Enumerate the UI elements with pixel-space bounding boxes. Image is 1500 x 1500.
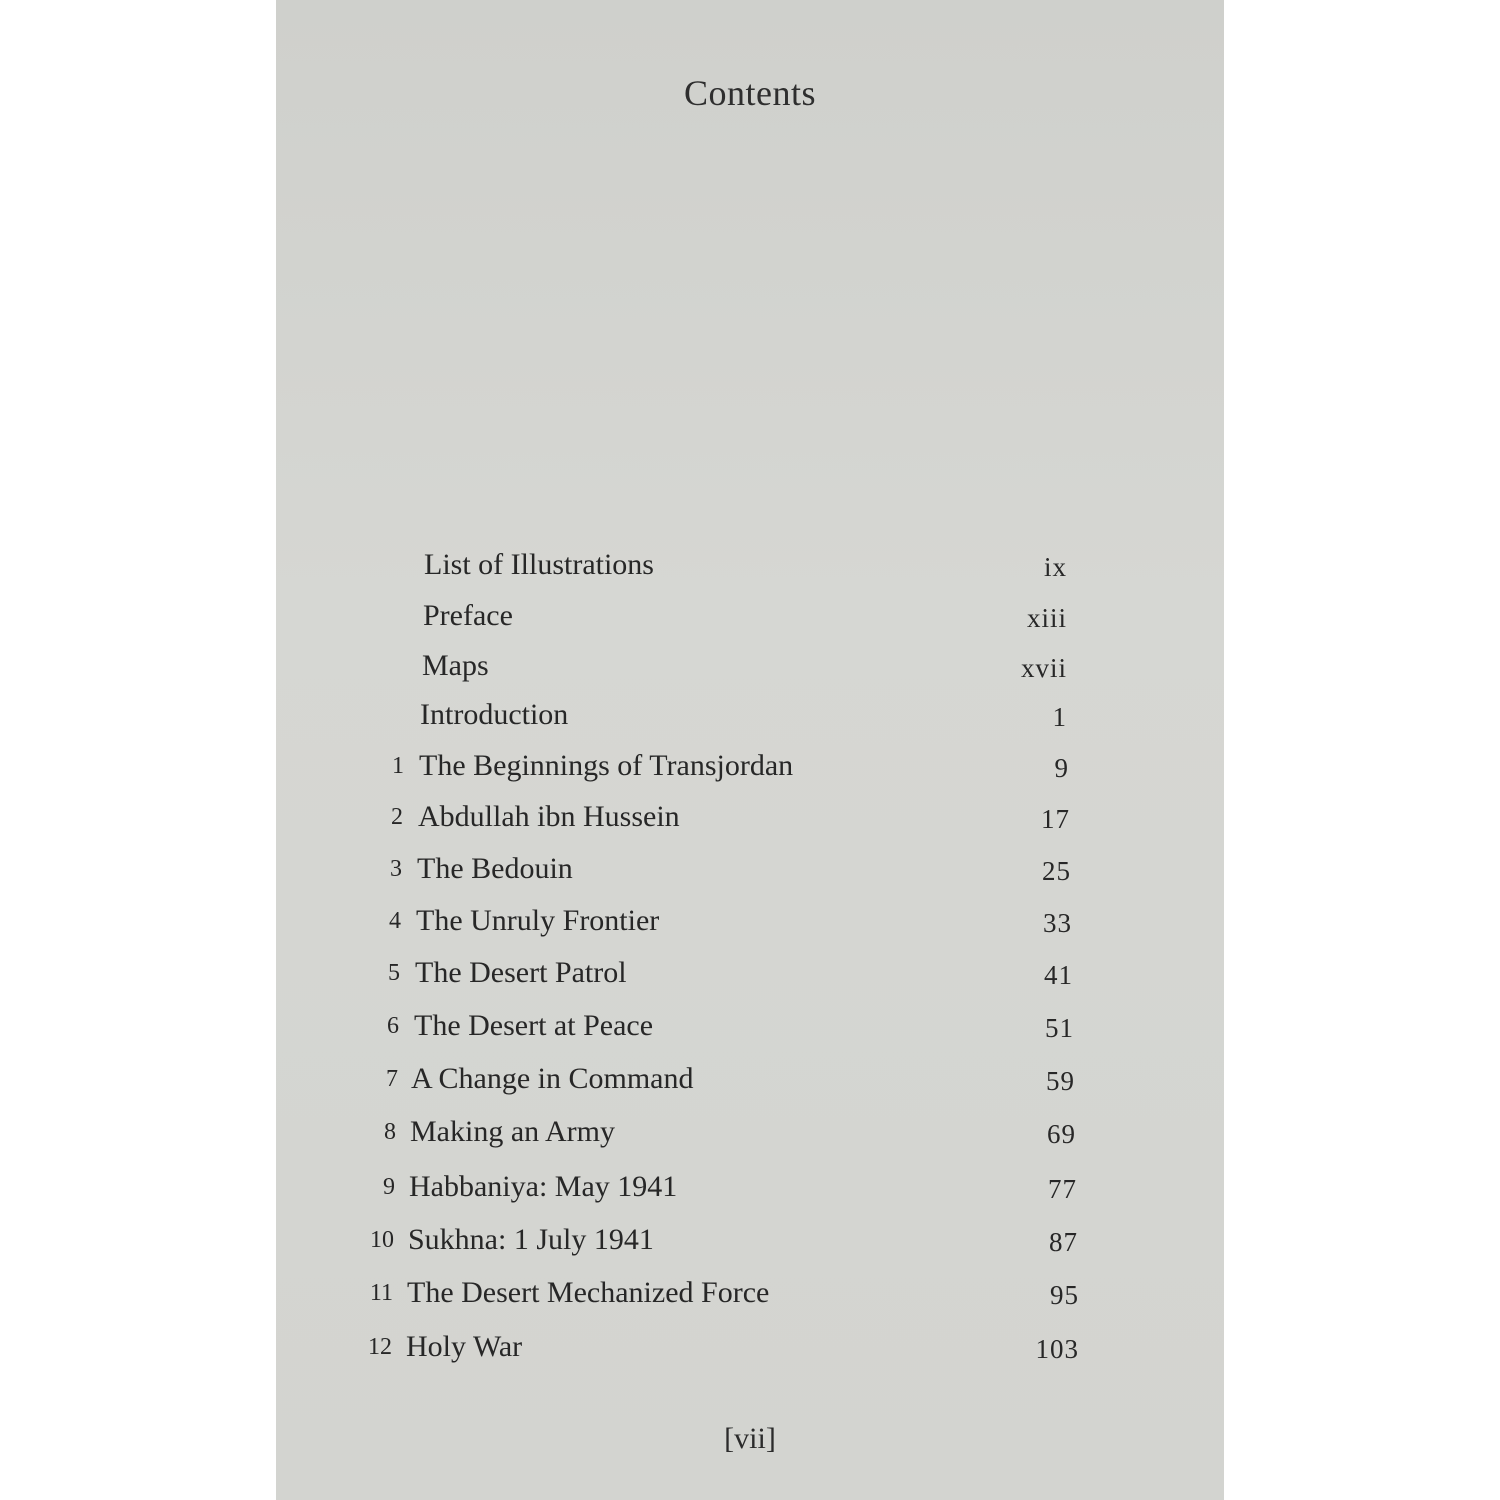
toc-entry-page: 103 bbox=[1035, 1334, 1079, 1364]
toc-entry-title: Preface bbox=[423, 599, 513, 632]
toc-entry bbox=[276, 852, 1224, 892]
toc-entry-title: Maps bbox=[422, 649, 489, 682]
page-title: Contents bbox=[683, 73, 816, 113]
page-number: [vii] bbox=[724, 1422, 776, 1455]
toc-entry-number: 3 bbox=[390, 856, 402, 882]
toc-entry-page: xvii bbox=[1020, 653, 1067, 683]
toc-entry-page: 9 bbox=[1054, 753, 1069, 783]
toc-entry-page: 95 bbox=[1050, 1280, 1079, 1310]
toc-entry-page: 59 bbox=[1046, 1066, 1075, 1096]
toc-entry bbox=[276, 599, 1224, 639]
toc-entry-title: The Desert at Peace bbox=[414, 1009, 654, 1042]
table-of-contents bbox=[276, 0, 1224, 1500]
toc-entry-title: The Desert Mechanized Force bbox=[407, 1276, 770, 1309]
toc-entry-number: 9 bbox=[383, 1174, 395, 1200]
toc-entry-number: 8 bbox=[384, 1119, 396, 1145]
toc-entry-page: 41 bbox=[1044, 960, 1073, 990]
toc-entry-title: List of Illustrations bbox=[424, 548, 654, 581]
toc-entry bbox=[276, 1223, 1224, 1263]
toc-entry-title: The Beginnings of Transjordan bbox=[419, 749, 794, 782]
toc-entry bbox=[276, 1330, 1224, 1370]
toc-entry-page: 33 bbox=[1043, 908, 1072, 938]
toc-entry-title: A Change in Command bbox=[411, 1062, 694, 1095]
toc-entry-number: 1 bbox=[392, 753, 404, 779]
toc-entry-page: 77 bbox=[1048, 1174, 1077, 1204]
toc-entry bbox=[276, 1276, 1224, 1316]
toc-entry-title: Introduction bbox=[420, 698, 569, 731]
toc-entry-number: 5 bbox=[388, 960, 400, 986]
toc-entry-title: Abdullah ibn Hussein bbox=[418, 800, 680, 833]
toc-entry bbox=[276, 1062, 1224, 1102]
toc-entry bbox=[276, 1115, 1224, 1155]
toc-entry bbox=[276, 956, 1224, 996]
toc-entry bbox=[276, 749, 1224, 789]
toc-entry-number: 7 bbox=[386, 1066, 398, 1092]
toc-entry bbox=[276, 649, 1224, 689]
toc-entry bbox=[276, 800, 1224, 840]
toc-entry-page: 69 bbox=[1047, 1119, 1076, 1149]
toc-entry-number: 11 bbox=[369, 1280, 393, 1306]
toc-entry bbox=[276, 698, 1224, 738]
toc-entry bbox=[276, 1170, 1224, 1210]
toc-entry-number: 4 bbox=[389, 908, 401, 934]
toc-entry-page: 87 bbox=[1049, 1227, 1078, 1257]
toc-entry-page: 51 bbox=[1045, 1013, 1074, 1043]
toc-entry bbox=[276, 1009, 1224, 1049]
toc-entry bbox=[276, 904, 1224, 944]
toc-entry-title: The Desert Patrol bbox=[415, 956, 627, 989]
toc-entry-title: Habbaniya: May 1941 bbox=[409, 1170, 678, 1203]
toc-entry-title: Holy War bbox=[406, 1330, 523, 1363]
toc-entry-number: 6 bbox=[387, 1013, 399, 1039]
toc-entry-page: ix bbox=[1043, 552, 1067, 582]
toc-entry bbox=[276, 548, 1224, 588]
toc-entry-number: 2 bbox=[391, 804, 403, 830]
toc-entry-page: xiii bbox=[1026, 603, 1067, 633]
toc-entry-number: 12 bbox=[368, 1334, 392, 1360]
toc-entry-page: 25 bbox=[1042, 856, 1071, 886]
toc-entry-title: Making an Army bbox=[410, 1115, 615, 1148]
toc-entry-page: 17 bbox=[1041, 804, 1070, 834]
toc-entry-page: 1 bbox=[1052, 702, 1067, 732]
toc-entry-title: Sukhna: 1 July 1941 bbox=[408, 1223, 654, 1256]
toc-entry-title: The Unruly Frontier bbox=[416, 904, 660, 937]
toc-entry-title: The Bedouin bbox=[417, 852, 573, 885]
toc-entry-number: 10 bbox=[370, 1227, 394, 1253]
book-page bbox=[276, 0, 1224, 1500]
